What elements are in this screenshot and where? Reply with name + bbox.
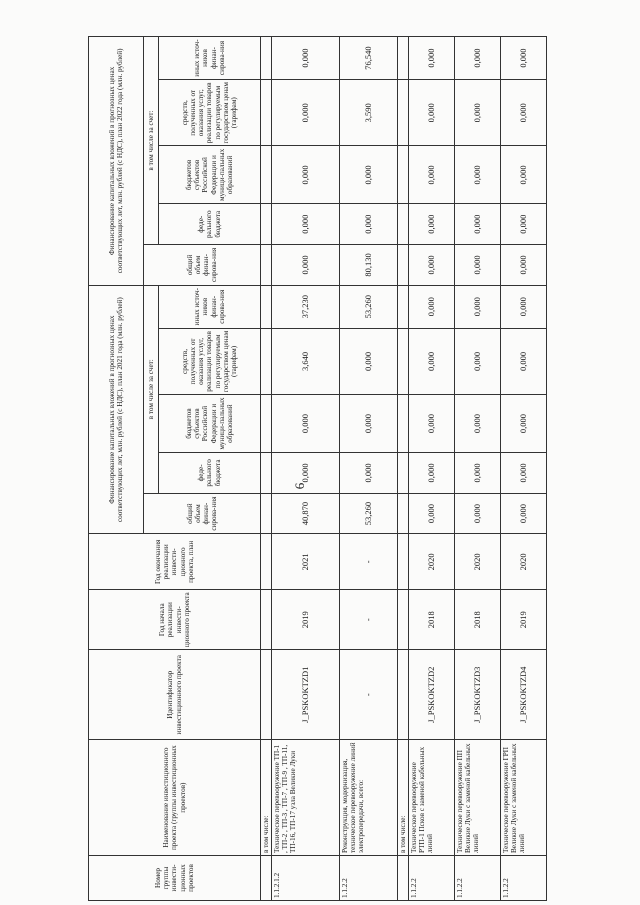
cell-r22: 0,000 (409, 146, 455, 204)
cell-id (261, 650, 272, 740)
cell-t21: 0,000 (409, 493, 455, 534)
cell-t21: 0,000 (455, 493, 501, 534)
cell-o21: 0,000 (501, 285, 547, 328)
table-row (272, 37, 340, 901)
cell-g21 (261, 328, 272, 394)
cell-o22: 76,540 (340, 37, 398, 80)
cell-name: Техническое перевооружение ГРП Великие Луки с заменой кабельных линий (501, 740, 547, 856)
cell-r21: 0,000 (501, 395, 547, 453)
cell-g22: 3,590 (340, 80, 398, 146)
header-end-year: Год окончания реализации инвести-ционного проекта, план (89, 534, 261, 590)
cell-o22: 0,000 (272, 37, 340, 80)
cell-t22: 0,000 (409, 245, 455, 286)
cell-id (398, 650, 409, 740)
cell-r21: 0,000 (272, 395, 340, 453)
cell-t22: 80,130 (340, 245, 398, 286)
cell-r21 (261, 395, 272, 453)
cell-start: - (340, 590, 398, 650)
cell-o21: 0,000 (455, 285, 501, 328)
cell-f22 (398, 204, 409, 245)
cell-g22: 0,000 (272, 80, 340, 146)
cell-t22 (398, 245, 409, 286)
cell-t22: 0,000 (455, 245, 501, 286)
header-regulated-2022: средств, полученных от оказания услуг, реализации товаров по регулируемым государством ценам (тарифам) (159, 80, 261, 146)
cell-id: J_PSKOKTZD4 (501, 650, 547, 740)
cell-start: 2019 (501, 590, 547, 650)
cell-end: 2020 (409, 534, 455, 590)
cell-num: 1.1.2.1.2 (272, 855, 340, 900)
cell-g22: 0,000 (455, 80, 501, 146)
cell-num: 1.1.2.2 (455, 855, 501, 900)
cell-o21 (398, 285, 409, 328)
header-fin-2022: Финансирование капитальных вложений в прогнозных ценах соответствующих лет, млн. рублей (с НДС), план 2022 года (млн. рублей) (89, 37, 144, 286)
investment-table (88, 36, 547, 901)
cell-g22: 0,000 (409, 80, 455, 146)
header-total-2022: общий объем финан-сирова-ния (144, 245, 261, 286)
cell-g21: 3,640 (272, 328, 340, 394)
cell-end: 2020 (501, 534, 547, 590)
header-project-name: Наименование инвестиционного проекта (группы инвестиционных проектов) (89, 740, 261, 856)
cell-num (398, 855, 409, 900)
cell-name: в том числе: (261, 740, 272, 856)
cell-id: J_PSKOKTZD2 (409, 650, 455, 740)
cell-o21 (261, 285, 272, 328)
cell-start (261, 590, 272, 650)
cell-r22: 0,000 (340, 146, 398, 204)
header-other-2021: иных источ-ников финан-сирова-ния (159, 285, 261, 328)
cell-t22 (261, 245, 272, 286)
table-row (455, 37, 501, 901)
cell-t21 (261, 493, 272, 534)
header-start-year: Год начала реализации инвести-ционного проекта (89, 590, 261, 650)
header-federal-2022: феде-рального бюджета (159, 204, 261, 245)
header-federal-2021: феде-рального бюджета (159, 453, 261, 494)
cell-num (261, 855, 272, 900)
cell-g22 (398, 80, 409, 146)
cell-start: 2019 (272, 590, 340, 650)
cell-id: - (340, 650, 398, 740)
header-regional-2021: бюджетов субъектов Российской Федерации и муници-пальных образований (159, 395, 261, 453)
page-number: 6 (292, 482, 307, 490)
table-body (261, 37, 547, 901)
cell-num: 1.1.2.2 (409, 855, 455, 900)
header-incl-2022: в том числе за счет: (144, 37, 159, 245)
cell-f21 (398, 453, 409, 494)
cell-end: 2021 (272, 534, 340, 590)
cell-o21: 53,260 (340, 285, 398, 328)
cell-o22 (398, 37, 409, 80)
cell-r22: 0,000 (272, 146, 340, 204)
cell-t21: 40,870 (272, 493, 340, 534)
header-fin-2021: Финансирование капитальных вложений в прогнозных ценах соответствующих лет, млн. рублей (с НДС), план 2021 года (млн. рублей) (89, 285, 144, 534)
cell-o22: 0,000 (455, 37, 501, 80)
cell-f22 (261, 204, 272, 245)
cell-t21 (398, 493, 409, 534)
cell-start (398, 590, 409, 650)
cell-r21: 0,000 (455, 395, 501, 453)
header-regulated-2021: средств, полученных от оказания услуг, реализации товаров по регулируемым государством ценам (тарифам) (159, 328, 261, 394)
cell-f22: 0,000 (272, 204, 340, 245)
cell-f22: 0,000 (455, 204, 501, 245)
header-total-2021: общий объем финан-сирова-ния (144, 493, 261, 534)
cell-r22 (261, 146, 272, 204)
cell-f22: 0,000 (409, 204, 455, 245)
cell-id: J_PSKOKTZD3 (455, 650, 501, 740)
cell-f21: 0,000 (501, 453, 547, 494)
cell-o21: 0,000 (409, 285, 455, 328)
cell-num: 1.1.2.2 (340, 855, 398, 900)
cell-end (261, 534, 272, 590)
table-row (340, 37, 398, 901)
cell-r21: 0,000 (409, 395, 455, 453)
cell-name: в том числе: (398, 740, 409, 856)
cell-f22: 0,000 (501, 204, 547, 245)
cell-g21: 0,000 (340, 328, 398, 394)
cell-g22 (261, 80, 272, 146)
cell-g21: 0,000 (501, 328, 547, 394)
cell-o22: 0,000 (409, 37, 455, 80)
table-row (501, 37, 547, 901)
cell-o21: 37,230 (272, 285, 340, 328)
header-other-2022: иных источ-ников финан-сирова-ния (159, 37, 261, 80)
cell-num: 1.1.2.2 (501, 855, 547, 900)
cell-start: 2018 (409, 590, 455, 650)
cell-end: - (340, 534, 398, 590)
cell-name: Техническое перевооружение ТП-1 , ТП-2 , ТП-3 , ТП-7 , ТП-9 , ТП-11, ТП-16, ТП-17 узла Великие Луки (272, 740, 340, 856)
table-row (409, 37, 455, 901)
cell-f21: 0,000 (272, 453, 340, 494)
table-row (261, 37, 272, 901)
cell-o22: 0,000 (501, 37, 547, 80)
cell-t21: 53,260 (340, 493, 398, 534)
cell-f22: 0,000 (340, 204, 398, 245)
header-project-id: Идентификатор инвестиционного проекта (89, 650, 261, 740)
header-incl-2021: в том числе за счет: (144, 285, 159, 493)
cell-g21: 0,000 (409, 328, 455, 394)
table-row (398, 37, 409, 901)
cell-g22: 0,000 (501, 80, 547, 146)
cell-name: Реконструкция, модернизация, техническое перевооружение линий электропередачи, всего: (340, 740, 398, 856)
cell-name: Техническое перевооружение ПП Великие Луки с заменой кабельных линий (455, 740, 501, 856)
cell-t22: 0,000 (272, 245, 340, 286)
cell-r22: 0,000 (501, 146, 547, 204)
cell-start: 2018 (455, 590, 501, 650)
cell-r22 (398, 146, 409, 204)
cell-end (398, 534, 409, 590)
cell-id: J_PSKOKTZD1 (272, 650, 340, 740)
cell-r21 (398, 395, 409, 453)
cell-r22: 0,000 (455, 146, 501, 204)
cell-t22: 0,000 (501, 245, 547, 286)
cell-f21 (261, 453, 272, 494)
cell-f21: 0,000 (409, 453, 455, 494)
cell-o22 (261, 37, 272, 80)
header-group-number: Номер группы инвести-ционных проектов (89, 855, 261, 900)
cell-t21: 0,000 (501, 493, 547, 534)
cell-g21: 0,000 (455, 328, 501, 394)
cell-g21 (398, 328, 409, 394)
cell-r21: 0,000 (340, 395, 398, 453)
header-regional-2022: бюджетов субъектов Российской Федерации и муници-пальных образований (159, 146, 261, 204)
cell-end: 2020 (455, 534, 501, 590)
cell-f21: 0,000 (340, 453, 398, 494)
cell-f21: 0,000 (455, 453, 501, 494)
cell-name: Техническое перевооружение РТП-1 Псков с заменой кабельных линий (409, 740, 455, 856)
